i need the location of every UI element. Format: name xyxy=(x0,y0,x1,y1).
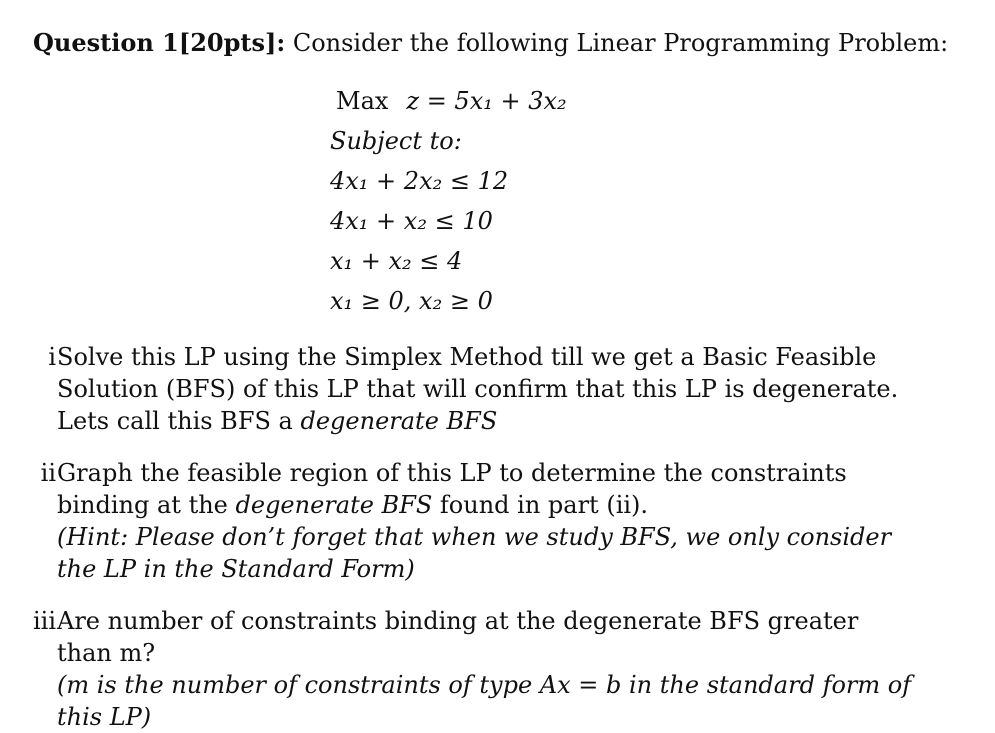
subject-to-label: Subject to: xyxy=(330,127,462,155)
constraint-1: 4x₁ + 2x₂ ≤ 12 xyxy=(330,167,509,195)
constraint-2: 4x₁ + x₂ ≤ 10 xyxy=(330,207,493,235)
constraint-3: x₁ + x₂ ≤ 4 xyxy=(330,247,463,275)
item-text-main: Are number of constraints binding at the degenerate BFS greater than m? xyxy=(57,607,859,667)
item-text-tail: found in part (ii). xyxy=(432,491,649,519)
question-heading xyxy=(33,28,948,58)
item-text xyxy=(57,457,919,585)
item-emphasis: degenerate BFS xyxy=(235,491,433,519)
item-number: i xyxy=(48,343,56,371)
question-intro: Consider the following Linear Programming Problem: xyxy=(292,29,949,57)
item-number: ii xyxy=(40,459,56,487)
item-number: iii xyxy=(32,607,56,635)
objective-row xyxy=(336,86,567,116)
item-text-main: Solve this LP using the Simplex Method till we get a Basic Feasible Solution (BFS) of this LP that will confirm that this LP is degenerate. Lets call this BFS a xyxy=(57,343,899,435)
nonnegativity-constraint: x₁ ≥ 0, x₂ ≥ 0 xyxy=(330,287,493,315)
question-label: Question 1[20pts]: xyxy=(33,28,286,57)
objective-keyword: Max xyxy=(336,87,389,115)
item-emphasis: degenerate BFS xyxy=(300,407,498,435)
item-text xyxy=(57,605,919,733)
item-text xyxy=(57,341,919,437)
item-hint: (Hint: Please don’t forget that when we study BFS, we only consider the LP in the Standard Form) xyxy=(57,523,892,583)
objective-function: z = 5x₁ + 3x₂ xyxy=(406,87,567,115)
item-text-main: Graph the feasible region of this LP to determine the constraints binding at the xyxy=(57,459,847,519)
item-hint: (m is the number of constraints of type Ax = b in the standard form of this LP) xyxy=(57,671,912,731)
